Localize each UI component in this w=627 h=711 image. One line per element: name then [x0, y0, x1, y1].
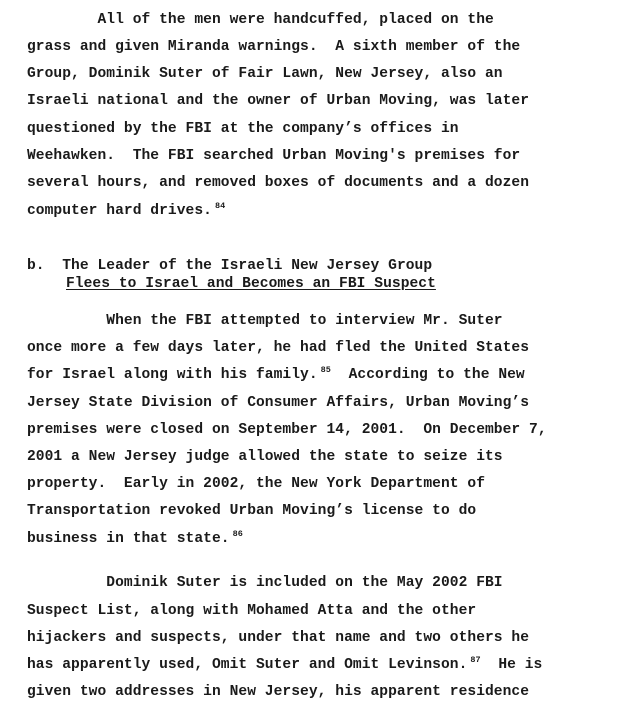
- paragraph-3-line-2: Suspect List, along with Mohamed Atta and the other: [27, 603, 477, 619]
- paragraph-1-line-4: Israeli national and the owner of Urban Moving, was later: [27, 93, 530, 109]
- paragraph-3-line-5: given two addresses in New Jersey, his apparent residence: [27, 684, 530, 700]
- paragraph-2-line-9: [27, 530, 243, 549]
- paragraph-2-line-3-start: for Israel along with his family.: [27, 367, 318, 383]
- paragraph-3-line-4-end: He is: [480, 657, 543, 673]
- paragraph-1-line-3: Group, Dominik Suter of Fair Lawn, New Jersey, also an: [27, 66, 503, 82]
- paragraph-2-line-2: once more a few days later, he had fled the United States: [27, 340, 530, 356]
- paragraph-3-line-1: Dominik Suter is included on the May 2002 FBI: [27, 575, 503, 591]
- paragraph-2-line-9-text: business in that state.: [27, 531, 230, 547]
- paragraph-2-line-8: Transportation revoked Urban Moving’s license to do: [27, 503, 477, 519]
- paragraph-1-line-8: [27, 202, 225, 221]
- paragraph-2-line-6: 2001 a New Jersey judge allowed the state to seize its: [27, 449, 503, 465]
- paragraph-2-line-5: premises were closed on September 14, 2001. On December 7,: [27, 422, 547, 438]
- paragraph-1-line-7: several hours, and removed boxes of documents and a dozen: [27, 175, 530, 191]
- paragraph-3-line-4-start: has apparently used, Omit Suter and Omit Levinson.: [27, 657, 468, 673]
- footnote-ref-86: 86: [232, 529, 243, 539]
- section-heading-line-1: The Leader of the Israeli New Jersey Group: [62, 258, 433, 274]
- paragraph-2-line-7: property. Early in 2002, the New York Department of: [27, 476, 485, 492]
- paragraph-1-line-6: Weehawken. The FBI searched Urban Moving's premises for: [27, 148, 521, 164]
- section-heading: [27, 257, 432, 275]
- paragraph-2-line-3: [27, 366, 525, 385]
- section-heading-line-2: Flees to Israel and Becomes an FBI Suspect: [66, 276, 436, 292]
- section-heading-line-2-wrap: [66, 275, 436, 293]
- paragraph-3-line-4: [27, 656, 542, 675]
- paragraph-1-line-5: questioned by the FBI at the company’s offices in: [27, 121, 459, 137]
- paragraph-2-line-3-end: According to the New: [330, 367, 525, 383]
- paragraph-1-line-2: grass and given Miranda warnings. A sixth member of the: [27, 39, 521, 55]
- footnote-ref-85: 85: [320, 365, 331, 375]
- paragraph-2-line-4: Jersey State Division of Consumer Affairs, Urban Moving’s: [27, 395, 530, 411]
- footnote-ref-84: 84: [214, 201, 226, 211]
- paragraph-2-line-1: When the FBI attempted to interview Mr. Suter: [27, 313, 503, 329]
- paragraph-1-line-8-text: computer hard drives.: [27, 203, 212, 219]
- section-label: b.: [27, 258, 45, 274]
- paragraph-3-line-3: hijackers and suspects, under that name and two others he: [27, 630, 530, 646]
- footnote-ref-87: 87: [470, 655, 481, 665]
- paragraph-1-line-1: All of the men were handcuffed, placed on the: [27, 12, 494, 28]
